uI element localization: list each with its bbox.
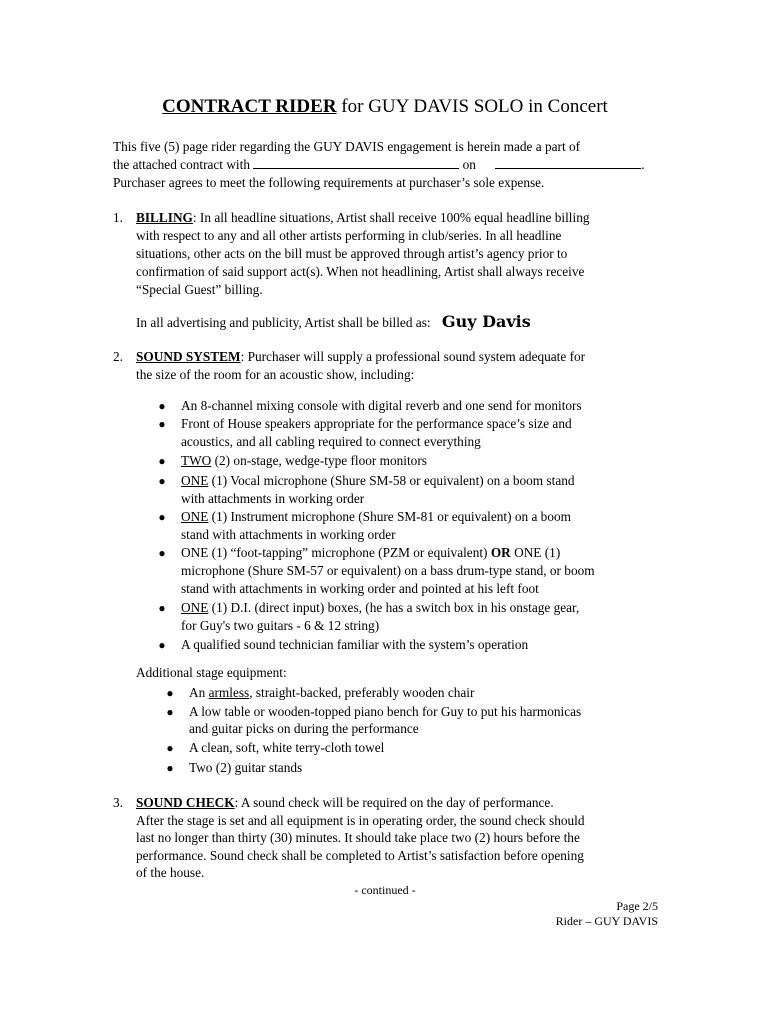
billing-line-4: confirmation of said support act(s). When not headlining, Artist shall always receive [136, 264, 585, 279]
bullet-icon: ● [166, 761, 174, 775]
billing-heading: BILLING [136, 210, 193, 225]
equipment-item: An 8-channel mixing console with digital reverb and one send for monitors [181, 398, 582, 413]
bullet-icon: ● [158, 454, 166, 468]
billing-line-3: situations, other acts on the bill must be approved through artist’s agency prior to [136, 246, 568, 261]
item-text: (1) Vocal microphone (Shure SM-58 or equivalent) on a boom stand [208, 473, 575, 488]
billing-artist-name: Guy Davis [441, 312, 531, 331]
equipment-item-cont: stand with attachments in working order and pointed at his left foot [181, 581, 539, 596]
contract-date-blank[interactable] [495, 156, 641, 169]
quantity-word: ONE [181, 473, 209, 488]
quantity-word: TWO [181, 453, 212, 468]
quantity-word: ONE [181, 509, 209, 524]
sound-system-heading: SOUND SYSTEM [136, 349, 241, 364]
title-heading: CONTRACT RIDER [162, 96, 337, 117]
document-title [0, 95, 770, 119]
item-text: , straight-backed, preferably wooden chair [249, 685, 475, 700]
sound-check-number: 3. [113, 795, 123, 810]
equipment-item [181, 508, 571, 526]
armless-word: armless [208, 685, 250, 700]
billing-advert-text: In all advertising and publicity, Artist shall be billed as: [136, 315, 431, 330]
equipment-item-cont: for Guy's two guitars - 6 & 12 string) [181, 618, 380, 633]
bullet-icon: ● [158, 638, 166, 652]
additional-item: Two (2) guitar stands [189, 760, 303, 775]
intro-contract-label: the attached contract with [113, 157, 250, 172]
sound-check-line-5: of the house. [136, 865, 205, 880]
additional-item: A low table or wooden-topped piano bench for Guy to put his harmonicas [189, 704, 582, 719]
quantity-word: ONE [181, 600, 209, 615]
item-text: (1) Instrument microphone (Shure SM-81 or equivalent) on a boom [208, 509, 571, 524]
billing-line-1 [136, 209, 590, 227]
equipment-item [181, 472, 575, 490]
item-text: ONE (1) “foot-tapping” microphone (PZM or equivalent) [181, 545, 491, 560]
equipment-item [181, 544, 560, 562]
billing-line-2: with respect to any and all other artists performing in club/series. In all headline [136, 228, 562, 243]
billing-number: 1. [113, 210, 123, 225]
additional-item: A clean, soft, white terry-cloth towel [189, 740, 385, 755]
sound-check-line-1 [136, 794, 554, 812]
continued-note: - continued - [354, 883, 416, 897]
equipment-item-cont: stand with attachments in working order [181, 527, 396, 542]
equipment-item [181, 452, 427, 470]
equipment-item [181, 599, 579, 617]
sound-system-text-1: : Purchaser will supply a professional sound system adequate for [240, 349, 586, 364]
sound-check-line-2: After the stage is set and all equipment is in operating order, the sound check should [136, 813, 585, 828]
intro-line-3: Purchaser agrees to meet the following requirements at purchaser’s sole expense. [113, 175, 545, 190]
bullet-icon: ● [158, 474, 166, 488]
bullet-icon: ● [166, 705, 174, 719]
sound-system-number: 2. [113, 349, 123, 364]
bullet-icon: ● [166, 686, 174, 700]
sound-check-text-1: : A sound check will be required on the day of performance. [234, 795, 554, 810]
rider-footer: Rider – GUY DAVIS [555, 914, 658, 928]
intro-on-label: on [462, 157, 476, 172]
bullet-icon: ● [158, 546, 166, 560]
intro-line-1: This five (5) page rider regarding the GUY DAVIS engagement is herein made a part of [113, 139, 581, 154]
bullet-icon: ● [166, 741, 174, 755]
equipment-item: Front of House speakers appropriate for the performance space’s size and [181, 416, 572, 431]
title-rest: for GUY DAVIS SOLO in Concert [336, 96, 608, 117]
additional-item-cont: and guitar picks on during the performance [189, 721, 419, 736]
or-keyword: OR [490, 545, 511, 560]
bullet-icon: ● [158, 601, 166, 615]
intro-period: . [641, 157, 645, 172]
additional-equipment-heading: Additional stage equipment: [136, 665, 287, 680]
intro-line-2 [113, 156, 645, 174]
equipment-item-cont: with attachments in working order [181, 491, 365, 506]
bullet-icon: ● [158, 510, 166, 524]
additional-item [189, 684, 474, 702]
sound-check-heading: SOUND CHECK [136, 795, 235, 810]
item-text: (1) D.I. (direct input) boxes, (he has a switch box in his onstage gear, [208, 600, 580, 615]
item-text: ONE (1) [510, 545, 561, 560]
sound-check-line-4: performance. Sound check shall be completed to Artist’s satisfaction before opening [136, 848, 584, 863]
sound-system-line-2: the size of the room for an acoustic show, including: [136, 367, 415, 382]
equipment-item-cont: microphone (Shure SM-57 or equivalent) on a bass drum-type stand, or boom [181, 563, 595, 578]
item-text: (2) on-stage, wedge-type floor monitors [211, 453, 427, 468]
billing-line-5: “Special Guest” billing. [136, 282, 263, 297]
equipment-item-cont: acoustics, and all cabling required to connect everything [181, 434, 481, 449]
sound-check-line-3: last no longer than thirty (30) minutes. It should take place two (2) hours before the [136, 830, 580, 845]
page-number: Page 2/5 [616, 899, 658, 913]
bullet-icon: ● [158, 399, 166, 413]
billing-advert-line [136, 313, 531, 332]
bullet-icon: ● [158, 417, 166, 431]
item-text: An [189, 685, 209, 700]
billing-text-1: : In all headline situations, Artist shall receive 100% equal headline billing [192, 210, 590, 225]
sound-system-line-1 [136, 348, 585, 366]
equipment-item: A qualified sound technician familiar with the system’s operation [181, 637, 529, 652]
contract-party-blank[interactable] [253, 156, 459, 169]
